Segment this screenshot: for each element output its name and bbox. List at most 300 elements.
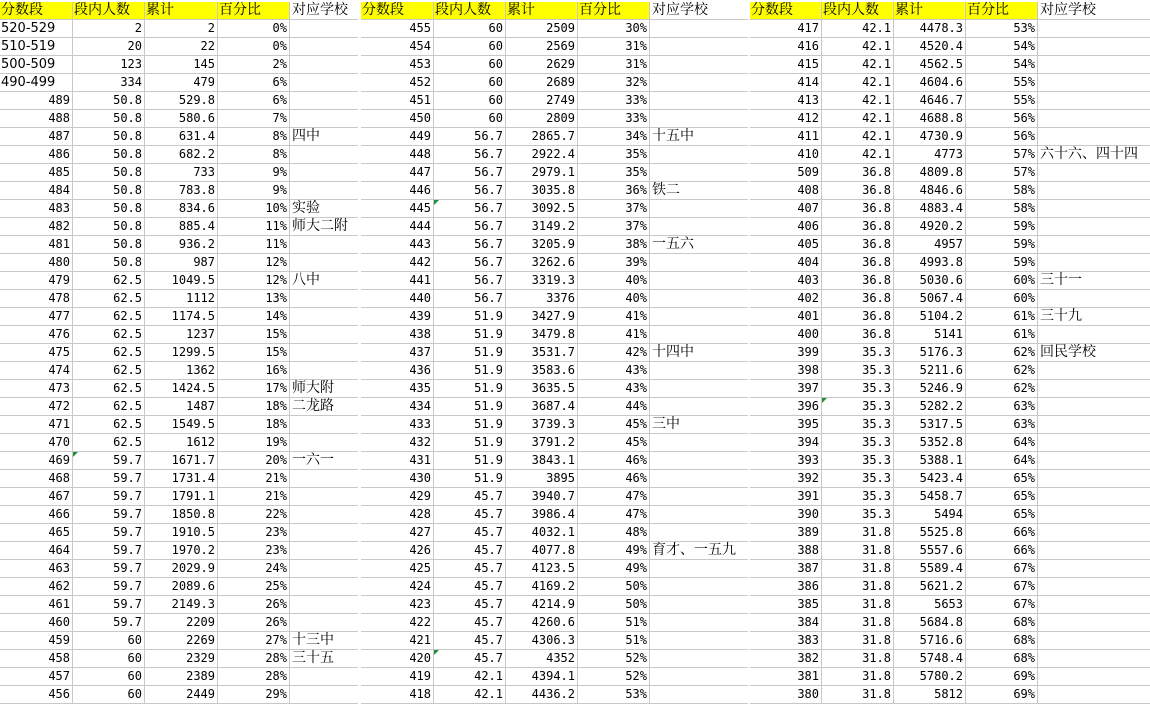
cell-cumulative[interactable]: 5104.2	[894, 308, 966, 326]
cell-score-range[interactable]: 419	[361, 668, 434, 686]
cell-score-range[interactable]: 421	[361, 632, 434, 650]
cell-score-range[interactable]: 418	[361, 686, 434, 704]
cell-school[interactable]	[650, 272, 748, 290]
cell-segment-count[interactable]: 62.5	[73, 290, 145, 308]
cell-cumulative[interactable]: 2922.4	[506, 146, 578, 164]
cell-cumulative[interactable]: 5141	[894, 326, 966, 344]
cell-segment-count[interactable]: 60	[434, 110, 506, 128]
cell-score-range[interactable]: 402	[750, 290, 822, 308]
cell-segment-count[interactable]: 36.8	[822, 218, 894, 236]
cell-school[interactable]	[1038, 200, 1150, 218]
cell-school[interactable]	[290, 38, 358, 56]
cell-school[interactable]	[1038, 128, 1150, 146]
header-score-range[interactable]: 分数段	[750, 2, 822, 20]
cell-segment-count[interactable]: 50.8	[73, 236, 145, 254]
cell-score-range[interactable]: 410	[750, 146, 822, 164]
cell-segment-count[interactable]: 60	[73, 668, 145, 686]
cell-percentage[interactable]: 35%	[578, 164, 650, 182]
cell-score-range[interactable]: 488	[0, 110, 73, 128]
header-cumulative[interactable]: 累计	[506, 2, 578, 20]
cell-cumulative[interactable]: 4957	[894, 236, 966, 254]
cell-school[interactable]	[650, 164, 748, 182]
cell-score-range[interactable]: 460	[0, 614, 73, 632]
cell-percentage[interactable]: 68%	[966, 614, 1038, 632]
cell-cumulative[interactable]: 2	[145, 20, 218, 38]
cell-segment-count[interactable]: 62.5	[73, 398, 145, 416]
header-percentage[interactable]: 百分比	[218, 2, 290, 20]
cell-percentage[interactable]: 7%	[218, 110, 290, 128]
cell-score-range[interactable]: 445	[361, 200, 434, 218]
cell-segment-count[interactable]: 45.7	[434, 488, 506, 506]
cell-cumulative[interactable]: 5494	[894, 506, 966, 524]
cell-segment-count[interactable]: 45.7	[434, 506, 506, 524]
cell-score-range[interactable]: 423	[361, 596, 434, 614]
cell-percentage[interactable]: 20%	[218, 452, 290, 470]
cell-cumulative[interactable]: 4352	[506, 650, 578, 668]
header-cumulative[interactable]: 累计	[145, 2, 218, 20]
cell-percentage[interactable]: 49%	[578, 542, 650, 560]
cell-percentage[interactable]: 30%	[578, 20, 650, 38]
cell-score-range[interactable]: 469	[0, 452, 73, 470]
cell-cumulative[interactable]: 4520.4	[894, 38, 966, 56]
cell-cumulative[interactable]: 1910.5	[145, 524, 218, 542]
cell-score-range[interactable]: 416	[750, 38, 822, 56]
cell-segment-count[interactable]: 36.8	[822, 236, 894, 254]
cell-segment-count[interactable]: 35.3	[822, 434, 894, 452]
cell-score-range[interactable]: 465	[0, 524, 73, 542]
cell-percentage[interactable]: 49%	[578, 560, 650, 578]
cell-school[interactable]	[1038, 290, 1150, 308]
cell-school[interactable]	[650, 632, 748, 650]
cell-school[interactable]	[1038, 650, 1150, 668]
cell-school[interactable]	[1038, 236, 1150, 254]
cell-score-range[interactable]: 473	[0, 380, 73, 398]
cell-percentage[interactable]: 62%	[966, 380, 1038, 398]
cell-school[interactable]	[290, 20, 358, 38]
cell-school[interactable]	[1038, 218, 1150, 236]
cell-cumulative[interactable]: 3895	[506, 470, 578, 488]
cell-score-range[interactable]: 424	[361, 578, 434, 596]
cell-cumulative[interactable]: 5211.6	[894, 362, 966, 380]
cell-segment-count[interactable]: 35.3	[822, 416, 894, 434]
cell-segment-count[interactable]: 51.9	[434, 434, 506, 452]
cell-percentage[interactable]: 45%	[578, 434, 650, 452]
cell-cumulative[interactable]: 1970.2	[145, 542, 218, 560]
cell-school[interactable]	[1038, 164, 1150, 182]
cell-cumulative[interactable]: 1850.8	[145, 506, 218, 524]
cell-cumulative[interactable]: 3986.4	[506, 506, 578, 524]
cell-score-range[interactable]: 399	[750, 344, 822, 362]
cell-segment-count[interactable]: 62.5	[73, 362, 145, 380]
cell-segment-count[interactable]: 45.7	[434, 524, 506, 542]
cell-segment-count[interactable]: 31.8	[822, 632, 894, 650]
cell-percentage[interactable]: 28%	[218, 668, 290, 686]
cell-percentage[interactable]: 62%	[966, 344, 1038, 362]
cell-segment-count[interactable]: 51.9	[434, 380, 506, 398]
cell-segment-count[interactable]: 59.7	[73, 506, 145, 524]
cell-school[interactable]	[290, 488, 358, 506]
cell-percentage[interactable]: 53%	[966, 20, 1038, 38]
cell-score-range[interactable]: 386	[750, 578, 822, 596]
cell-cumulative[interactable]: 5653	[894, 596, 966, 614]
header-segment-count[interactable]: 段内人数	[434, 2, 506, 20]
cell-score-range[interactable]: 397	[750, 380, 822, 398]
cell-segment-count[interactable]: 56.7	[434, 218, 506, 236]
cell-score-range[interactable]: 384	[750, 614, 822, 632]
cell-score-range[interactable]: 389	[750, 524, 822, 542]
cell-score-range[interactable]: 403	[750, 272, 822, 290]
cell-segment-count[interactable]: 42.1	[822, 20, 894, 38]
cell-cumulative[interactable]: 4077.8	[506, 542, 578, 560]
cell-percentage[interactable]: 41%	[578, 326, 650, 344]
cell-percentage[interactable]: 18%	[218, 398, 290, 416]
cell-score-range[interactable]: 461	[0, 596, 73, 614]
cell-score-range[interactable]: 451	[361, 92, 434, 110]
cell-percentage[interactable]: 53%	[578, 686, 650, 704]
cell-school[interactable]	[1038, 38, 1150, 56]
cell-cumulative[interactable]: 4478.3	[894, 20, 966, 38]
cell-percentage[interactable]: 58%	[966, 200, 1038, 218]
cell-segment-count[interactable]: 51.9	[434, 452, 506, 470]
cell-segment-count[interactable]: 35.3	[822, 362, 894, 380]
cell-score-range[interactable]: 407	[750, 200, 822, 218]
cell-percentage[interactable]: 46%	[578, 452, 650, 470]
cell-percentage[interactable]: 9%	[218, 182, 290, 200]
cell-percentage[interactable]: 43%	[578, 380, 650, 398]
cell-school[interactable]: 三十一	[1038, 272, 1150, 290]
cell-percentage[interactable]: 26%	[218, 596, 290, 614]
cell-segment-count[interactable]: 31.8	[822, 668, 894, 686]
cell-segment-count[interactable]: 42.1	[822, 74, 894, 92]
cell-school[interactable]	[290, 182, 358, 200]
cell-cumulative[interactable]: 4214.9	[506, 596, 578, 614]
cell-segment-count[interactable]: 62.5	[73, 344, 145, 362]
cell-school[interactable]: 六十六、四十四	[1038, 146, 1150, 164]
cell-percentage[interactable]: 15%	[218, 326, 290, 344]
cell-segment-count[interactable]: 50.8	[73, 254, 145, 272]
cell-segment-count[interactable]: 60	[434, 92, 506, 110]
cell-score-range[interactable]: 390	[750, 506, 822, 524]
cell-school[interactable]	[1038, 326, 1150, 344]
cell-school[interactable]	[290, 542, 358, 560]
cell-school[interactable]	[290, 308, 358, 326]
cell-percentage[interactable]: 60%	[966, 272, 1038, 290]
cell-cumulative[interactable]: 4562.5	[894, 56, 966, 74]
cell-score-range[interactable]: 400	[750, 326, 822, 344]
cell-cumulative[interactable]: 834.6	[145, 200, 218, 218]
cell-school[interactable]	[650, 290, 748, 308]
cell-score-range[interactable]: 449	[361, 128, 434, 146]
cell-percentage[interactable]: 59%	[966, 218, 1038, 236]
cell-school[interactable]: 师大附	[290, 380, 358, 398]
cell-score-range[interactable]: 485	[0, 164, 73, 182]
cell-percentage[interactable]: 55%	[966, 92, 1038, 110]
cell-segment-count[interactable]: 59.7	[73, 488, 145, 506]
cell-score-range[interactable]: 435	[361, 380, 434, 398]
cell-score-range[interactable]: 433	[361, 416, 434, 434]
cell-cumulative[interactable]: 5246.9	[894, 380, 966, 398]
cell-percentage[interactable]: 57%	[966, 164, 1038, 182]
cell-segment-count[interactable]: 51.9	[434, 398, 506, 416]
cell-percentage[interactable]: 10%	[218, 200, 290, 218]
cell-cumulative[interactable]: 4646.7	[894, 92, 966, 110]
cell-score-range[interactable]: 509	[750, 164, 822, 182]
cell-percentage[interactable]: 47%	[578, 488, 650, 506]
cell-school[interactable]	[290, 362, 358, 380]
cell-score-range[interactable]: 380	[750, 686, 822, 704]
cell-cumulative[interactable]: 2509	[506, 20, 578, 38]
cell-segment-count[interactable]: 59.7	[73, 452, 145, 470]
cell-cumulative[interactable]: 2865.7	[506, 128, 578, 146]
cell-cumulative[interactable]: 580.6	[145, 110, 218, 128]
cell-score-range[interactable]: 405	[750, 236, 822, 254]
cell-school[interactable]	[1038, 524, 1150, 542]
cell-segment-count[interactable]: 31.8	[822, 560, 894, 578]
cell-percentage[interactable]: 67%	[966, 560, 1038, 578]
cell-school[interactable]: 回民学校	[1038, 344, 1150, 362]
cell-cumulative[interactable]: 5317.5	[894, 416, 966, 434]
cell-cumulative[interactable]: 5525.8	[894, 524, 966, 542]
cell-cumulative[interactable]: 783.8	[145, 182, 218, 200]
cell-segment-count[interactable]: 59.7	[73, 470, 145, 488]
cell-cumulative[interactable]: 1237	[145, 326, 218, 344]
cell-cumulative[interactable]: 4730.9	[894, 128, 966, 146]
cell-score-range[interactable]: 382	[750, 650, 822, 668]
cell-cumulative[interactable]: 3149.2	[506, 218, 578, 236]
cell-cumulative[interactable]: 4604.6	[894, 74, 966, 92]
cell-segment-count[interactable]: 35.3	[822, 344, 894, 362]
cell-score-range[interactable]: 479	[0, 272, 73, 290]
cell-school[interactable]	[1038, 614, 1150, 632]
cell-percentage[interactable]: 65%	[966, 506, 1038, 524]
cell-percentage[interactable]: 63%	[966, 398, 1038, 416]
cell-segment-count[interactable]: 42.1	[822, 56, 894, 74]
cell-cumulative[interactable]: 3427.9	[506, 308, 578, 326]
cell-school[interactable]	[290, 434, 358, 452]
cell-cumulative[interactable]: 22	[145, 38, 218, 56]
cell-segment-count[interactable]: 31.8	[822, 650, 894, 668]
cell-percentage[interactable]: 27%	[218, 632, 290, 650]
cell-school[interactable]	[290, 146, 358, 164]
cell-cumulative[interactable]: 5716.6	[894, 632, 966, 650]
cell-segment-count[interactable]: 60	[73, 650, 145, 668]
cell-school[interactable]	[650, 326, 748, 344]
cell-school[interactable]	[1038, 470, 1150, 488]
cell-segment-count[interactable]: 35.3	[822, 380, 894, 398]
cell-percentage[interactable]: 34%	[578, 128, 650, 146]
cell-cumulative[interactable]: 3843.1	[506, 452, 578, 470]
cell-school[interactable]: 八中	[290, 272, 358, 290]
cell-percentage[interactable]: 12%	[218, 272, 290, 290]
cell-segment-count[interactable]: 56.7	[434, 290, 506, 308]
cell-percentage[interactable]: 51%	[578, 632, 650, 650]
cell-cumulative[interactable]: 2569	[506, 38, 578, 56]
cell-percentage[interactable]: 54%	[966, 56, 1038, 74]
cell-segment-count[interactable]: 2	[73, 20, 145, 38]
cell-percentage[interactable]: 12%	[218, 254, 290, 272]
cell-cumulative[interactable]: 3940.7	[506, 488, 578, 506]
cell-score-range[interactable]: 471	[0, 416, 73, 434]
cell-school[interactable]	[290, 74, 358, 92]
cell-percentage[interactable]: 23%	[218, 542, 290, 560]
cell-percentage[interactable]: 0%	[218, 20, 290, 38]
cell-percentage[interactable]: 32%	[578, 74, 650, 92]
cell-score-range[interactable]: 411	[750, 128, 822, 146]
cell-score-range[interactable]: 425	[361, 560, 434, 578]
cell-segment-count[interactable]: 60	[434, 56, 506, 74]
cell-segment-count[interactable]: 51.9	[434, 416, 506, 434]
cell-segment-count[interactable]: 50.8	[73, 128, 145, 146]
cell-cumulative[interactable]: 5589.4	[894, 560, 966, 578]
cell-cumulative[interactable]: 5458.7	[894, 488, 966, 506]
cell-score-range[interactable]: 437	[361, 344, 434, 362]
cell-percentage[interactable]: 2%	[218, 56, 290, 74]
cell-score-range[interactable]: 489	[0, 92, 73, 110]
cell-cumulative[interactable]: 1731.4	[145, 470, 218, 488]
cell-school[interactable]	[650, 254, 748, 272]
cell-school[interactable]	[290, 326, 358, 344]
cell-score-range[interactable]: 446	[361, 182, 434, 200]
cell-school[interactable]	[650, 686, 748, 704]
cell-percentage[interactable]: 69%	[966, 686, 1038, 704]
cell-percentage[interactable]: 56%	[966, 128, 1038, 146]
cell-school[interactable]	[1038, 362, 1150, 380]
cell-school[interactable]	[290, 110, 358, 128]
cell-score-range[interactable]: 412	[750, 110, 822, 128]
cell-cumulative[interactable]: 936.2	[145, 236, 218, 254]
cell-cumulative[interactable]: 5176.3	[894, 344, 966, 362]
cell-school[interactable]	[1038, 74, 1150, 92]
cell-score-range[interactable]: 387	[750, 560, 822, 578]
cell-percentage[interactable]: 61%	[966, 326, 1038, 344]
cell-percentage[interactable]: 9%	[218, 164, 290, 182]
cell-percentage[interactable]: 52%	[578, 668, 650, 686]
cell-school[interactable]	[1038, 20, 1150, 38]
cell-school[interactable]	[290, 524, 358, 542]
cell-score-range[interactable]: 457	[0, 668, 73, 686]
cell-school[interactable]	[650, 506, 748, 524]
cell-score-range[interactable]: 500-509	[0, 56, 73, 74]
cell-school[interactable]: 三十五	[290, 650, 358, 668]
cell-score-range[interactable]: 444	[361, 218, 434, 236]
cell-percentage[interactable]: 8%	[218, 146, 290, 164]
cell-percentage[interactable]: 61%	[966, 308, 1038, 326]
cell-percentage[interactable]: 31%	[578, 56, 650, 74]
cell-cumulative[interactable]: 2329	[145, 650, 218, 668]
cell-score-range[interactable]: 392	[750, 470, 822, 488]
cell-segment-count[interactable]: 45.7	[434, 650, 506, 668]
cell-school[interactable]	[650, 110, 748, 128]
cell-score-range[interactable]: 467	[0, 488, 73, 506]
cell-cumulative[interactable]: 3531.7	[506, 344, 578, 362]
cell-segment-count[interactable]: 56.7	[434, 128, 506, 146]
cell-school[interactable]	[1038, 542, 1150, 560]
cell-school[interactable]: 实验	[290, 200, 358, 218]
cell-cumulative[interactable]: 2629	[506, 56, 578, 74]
cell-cumulative[interactable]: 5423.4	[894, 470, 966, 488]
cell-percentage[interactable]: 16%	[218, 362, 290, 380]
cell-score-range[interactable]: 432	[361, 434, 434, 452]
cell-segment-count[interactable]: 59.7	[73, 578, 145, 596]
cell-percentage[interactable]: 6%	[218, 92, 290, 110]
cell-cumulative[interactable]: 5780.2	[894, 668, 966, 686]
cell-cumulative[interactable]: 5748.4	[894, 650, 966, 668]
cell-school[interactable]	[1038, 182, 1150, 200]
cell-score-range[interactable]: 395	[750, 416, 822, 434]
cell-score-range[interactable]: 468	[0, 470, 73, 488]
cell-segment-count[interactable]: 36.8	[822, 200, 894, 218]
cell-school[interactable]	[650, 56, 748, 74]
cell-score-range[interactable]: 466	[0, 506, 73, 524]
cell-school[interactable]	[290, 344, 358, 362]
cell-score-range[interactable]: 396	[750, 398, 822, 416]
cell-cumulative[interactable]: 1791.1	[145, 488, 218, 506]
cell-score-range[interactable]: 439	[361, 308, 434, 326]
cell-score-range[interactable]: 385	[750, 596, 822, 614]
cell-school[interactable]	[650, 560, 748, 578]
cell-cumulative[interactable]: 4169.2	[506, 578, 578, 596]
cell-segment-count[interactable]: 36.8	[822, 254, 894, 272]
cell-cumulative[interactable]: 5684.8	[894, 614, 966, 632]
cell-score-range[interactable]: 406	[750, 218, 822, 236]
cell-school[interactable]	[1038, 668, 1150, 686]
header-cumulative[interactable]: 累计	[894, 2, 966, 20]
cell-score-range[interactable]: 453	[361, 56, 434, 74]
cell-school[interactable]	[1038, 488, 1150, 506]
cell-cumulative[interactable]: 3092.5	[506, 200, 578, 218]
cell-cumulative[interactable]: 5388.1	[894, 452, 966, 470]
cell-percentage[interactable]: 64%	[966, 434, 1038, 452]
cell-percentage[interactable]: 37%	[578, 218, 650, 236]
cell-school[interactable]	[650, 362, 748, 380]
cell-score-range[interactable]: 427	[361, 524, 434, 542]
cell-score-range[interactable]: 456	[0, 686, 73, 704]
cell-percentage[interactable]: 51%	[578, 614, 650, 632]
cell-percentage[interactable]: 36%	[578, 182, 650, 200]
cell-cumulative[interactable]: 4123.5	[506, 560, 578, 578]
cell-cumulative[interactable]: 5282.2	[894, 398, 966, 416]
cell-score-range[interactable]: 426	[361, 542, 434, 560]
cell-score-range[interactable]: 434	[361, 398, 434, 416]
cell-score-range[interactable]: 470	[0, 434, 73, 452]
cell-score-range[interactable]: 480	[0, 254, 73, 272]
cell-cumulative[interactable]: 1424.5	[145, 380, 218, 398]
cell-segment-count[interactable]: 45.7	[434, 578, 506, 596]
cell-school[interactable]	[290, 290, 358, 308]
cell-percentage[interactable]: 39%	[578, 254, 650, 272]
cell-score-range[interactable]: 459	[0, 632, 73, 650]
cell-cumulative[interactable]: 479	[145, 74, 218, 92]
cell-school[interactable]	[290, 236, 358, 254]
cell-cumulative[interactable]: 2979.1	[506, 164, 578, 182]
cell-school[interactable]	[1038, 578, 1150, 596]
cell-segment-count[interactable]: 45.7	[434, 632, 506, 650]
cell-segment-count[interactable]: 42.1	[434, 668, 506, 686]
cell-segment-count[interactable]: 35.3	[822, 488, 894, 506]
cell-percentage[interactable]: 31%	[578, 38, 650, 56]
cell-segment-count[interactable]: 56.7	[434, 182, 506, 200]
cell-percentage[interactable]: 25%	[218, 578, 290, 596]
cell-cumulative[interactable]: 2209	[145, 614, 218, 632]
cell-cumulative[interactable]: 2449	[145, 686, 218, 704]
cell-cumulative[interactable]: 4032.1	[506, 524, 578, 542]
cell-segment-count[interactable]: 35.3	[822, 452, 894, 470]
cell-segment-count[interactable]: 31.8	[822, 686, 894, 704]
cell-cumulative[interactable]: 3791.2	[506, 434, 578, 452]
cell-segment-count[interactable]: 60	[73, 686, 145, 704]
cell-segment-count[interactable]: 59.7	[73, 560, 145, 578]
cell-score-range[interactable]: 388	[750, 542, 822, 560]
